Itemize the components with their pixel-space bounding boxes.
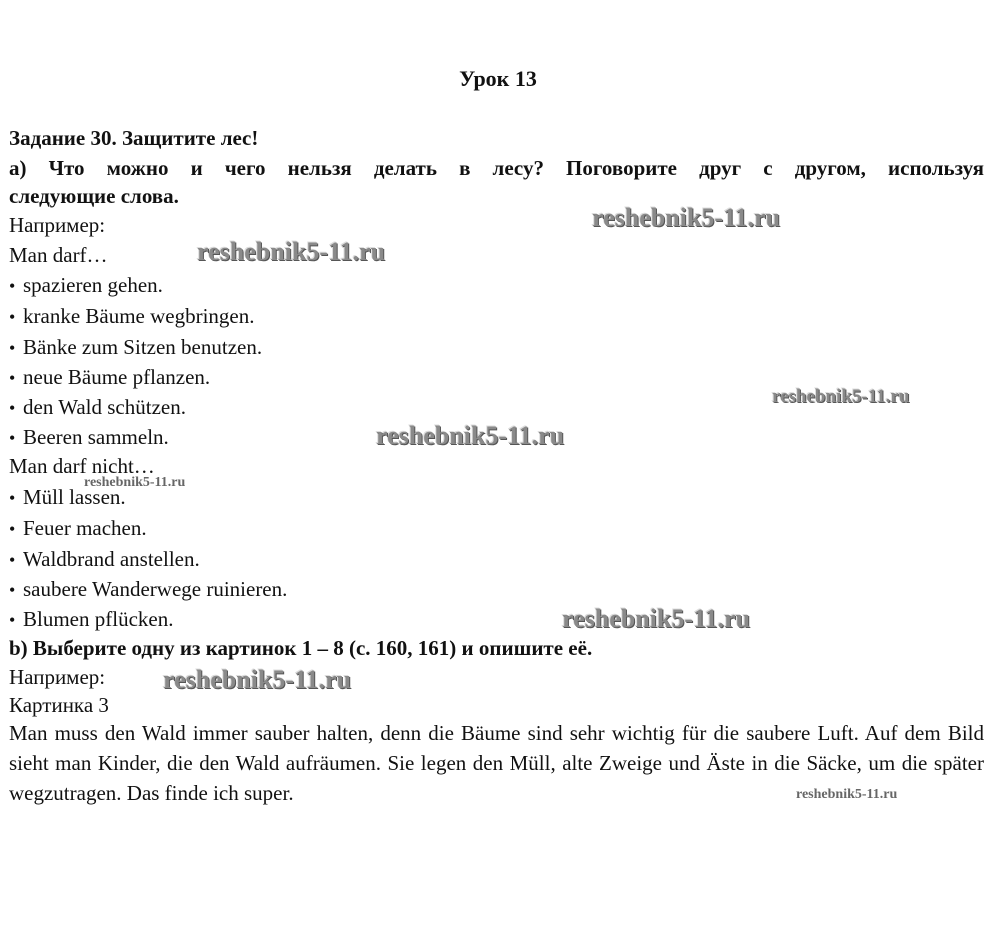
bullet-icon: • [9,428,16,448]
watermark: reshebnik5-11.ru [592,203,781,232]
forbidden-item: • Müll lassen. [9,483,126,512]
picture-label: Картинка 3 [9,693,109,717]
watermark: reshebnik5-11.ru [84,475,186,490]
forbidden-item: • Waldbrand anstellen. [9,545,200,574]
example-label-b: Например: [9,665,106,689]
allowed-item: • Beeren sammeln. [9,423,169,452]
allowed-item: • spazieren gehen. [9,271,163,300]
bullet-icon: • [9,338,16,358]
forbidden-item: • Feuer machen. [9,514,147,543]
forbidden-item: • saubere Wanderwege ruinieren. [9,575,287,604]
watermark: reshebnik5-11.ru [796,787,898,802]
watermark: reshebnik5-11.ru [376,421,565,450]
bullet-icon: • [9,610,16,630]
watermark: reshebnik5-11.ru [772,386,910,407]
picture-description: Man muss den Wald immer sauber halten, denn die Bäume sind sehr wichtig für die saubere Luft. Auf dem Bild sieht man Kinder, die den Wald aufräumen. Sie legen den Müll, alte Zweige und Äste in die Säcke, um die später wegzutragen. Das finde ich super. [9,721,984,805]
bullet-icon: • [9,488,16,508]
allowed-item: • neue Bäume pflanzen. [9,363,210,392]
bullet-icon: • [9,550,16,570]
allowed-intro: Man darf… [9,243,108,267]
bullet-icon: • [9,519,16,539]
watermark: reshebnik5-11.ru [197,237,386,266]
example-label: Например: [9,213,106,237]
lesson-title: Урок 13 [459,66,537,91]
bullet-icon: • [9,307,16,327]
part-a-instruction-line1: а) Что можно и чего нельзя делать в лесу? Поговорите друг с другом, используя [9,156,984,180]
bullet-icon: • [9,580,16,600]
forbidden-item: • Blumen pflücken. [9,605,173,634]
allowed-item: • den Wald schützen. [9,393,186,422]
part-b-instruction: b) Выберите одну из картинок 1 – 8 (с. 160, 161) и опишите её. [9,636,593,660]
part-a-instruction-line2: следующие слова. [9,184,179,208]
task-title: Задание 30. Защитите лес! [9,126,259,150]
forbidden-intro: Man darf nicht… [9,454,155,478]
allowed-item: • kranke Bäume wegbringen. [9,302,255,331]
bullet-icon: • [9,276,16,296]
bullet-icon: • [9,398,16,418]
allowed-item: • Bänke zum Sitzen benutzen. [9,333,262,362]
watermark: reshebnik5-11.ru [562,604,751,633]
watermark: reshebnik5-11.ru [163,665,352,694]
bullet-icon: • [9,368,16,388]
